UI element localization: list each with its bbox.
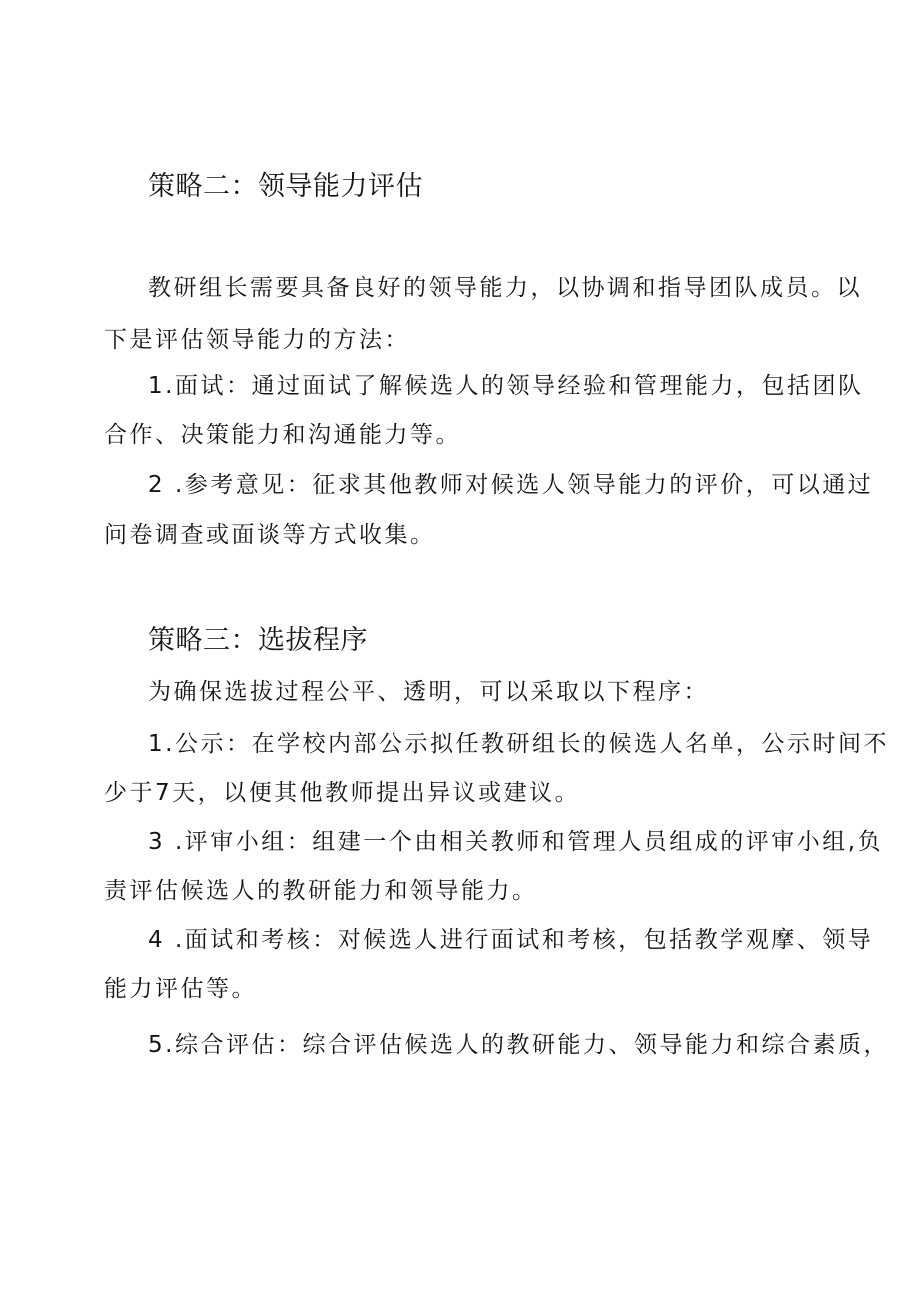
list-item-line: 合作、决策能力和沟通能力等。	[104, 422, 461, 448]
list-item-line: 3 .评审小组：组建一个由相关教师和管理人员组成的评审小组,负	[148, 829, 884, 855]
list-item-line: 1.面试：通过面试了解候选人的领导经验和管理能力，包括团队	[148, 373, 864, 399]
paragraph-line: 教研组长需要具备良好的领导能力，以协调和指导团队成员。以	[148, 275, 862, 301]
list-item-line: 少于7天，以便其他教师提出异议或建议。	[104, 780, 581, 806]
list-item-line: 5.综合评估：综合评估候选人的教研能力、领导能力和综合素质，	[148, 1032, 889, 1058]
list-item-line: 责评估候选人的教研能力和领导能力。	[104, 878, 538, 904]
list-item-line: 2 .参考意见：征求其他教师对候选人领导能力的评价，可以通过	[148, 472, 874, 498]
list-item-line: 能力评估等。	[104, 976, 257, 1002]
paragraph-line: 为确保选拔过程公平、透明，可以采取以下程序：	[148, 679, 709, 705]
section-heading-selection: 策略三：选拔程序	[148, 625, 368, 656]
list-item-line: 4 .面试和考核：对候选人进行面试和考核，包括教学观摩、领导	[148, 927, 874, 953]
section-heading-leadership: 策略二：领导能力评估	[148, 171, 423, 202]
list-item-line: 1.公示：在学校内部公示拟任教研组长的候选人名单，公示时间不	[148, 731, 889, 757]
list-item-line: 问卷调查或面谈等方式收集。	[104, 522, 436, 548]
paragraph-line: 下是评估领导能力的方法：	[104, 327, 410, 353]
